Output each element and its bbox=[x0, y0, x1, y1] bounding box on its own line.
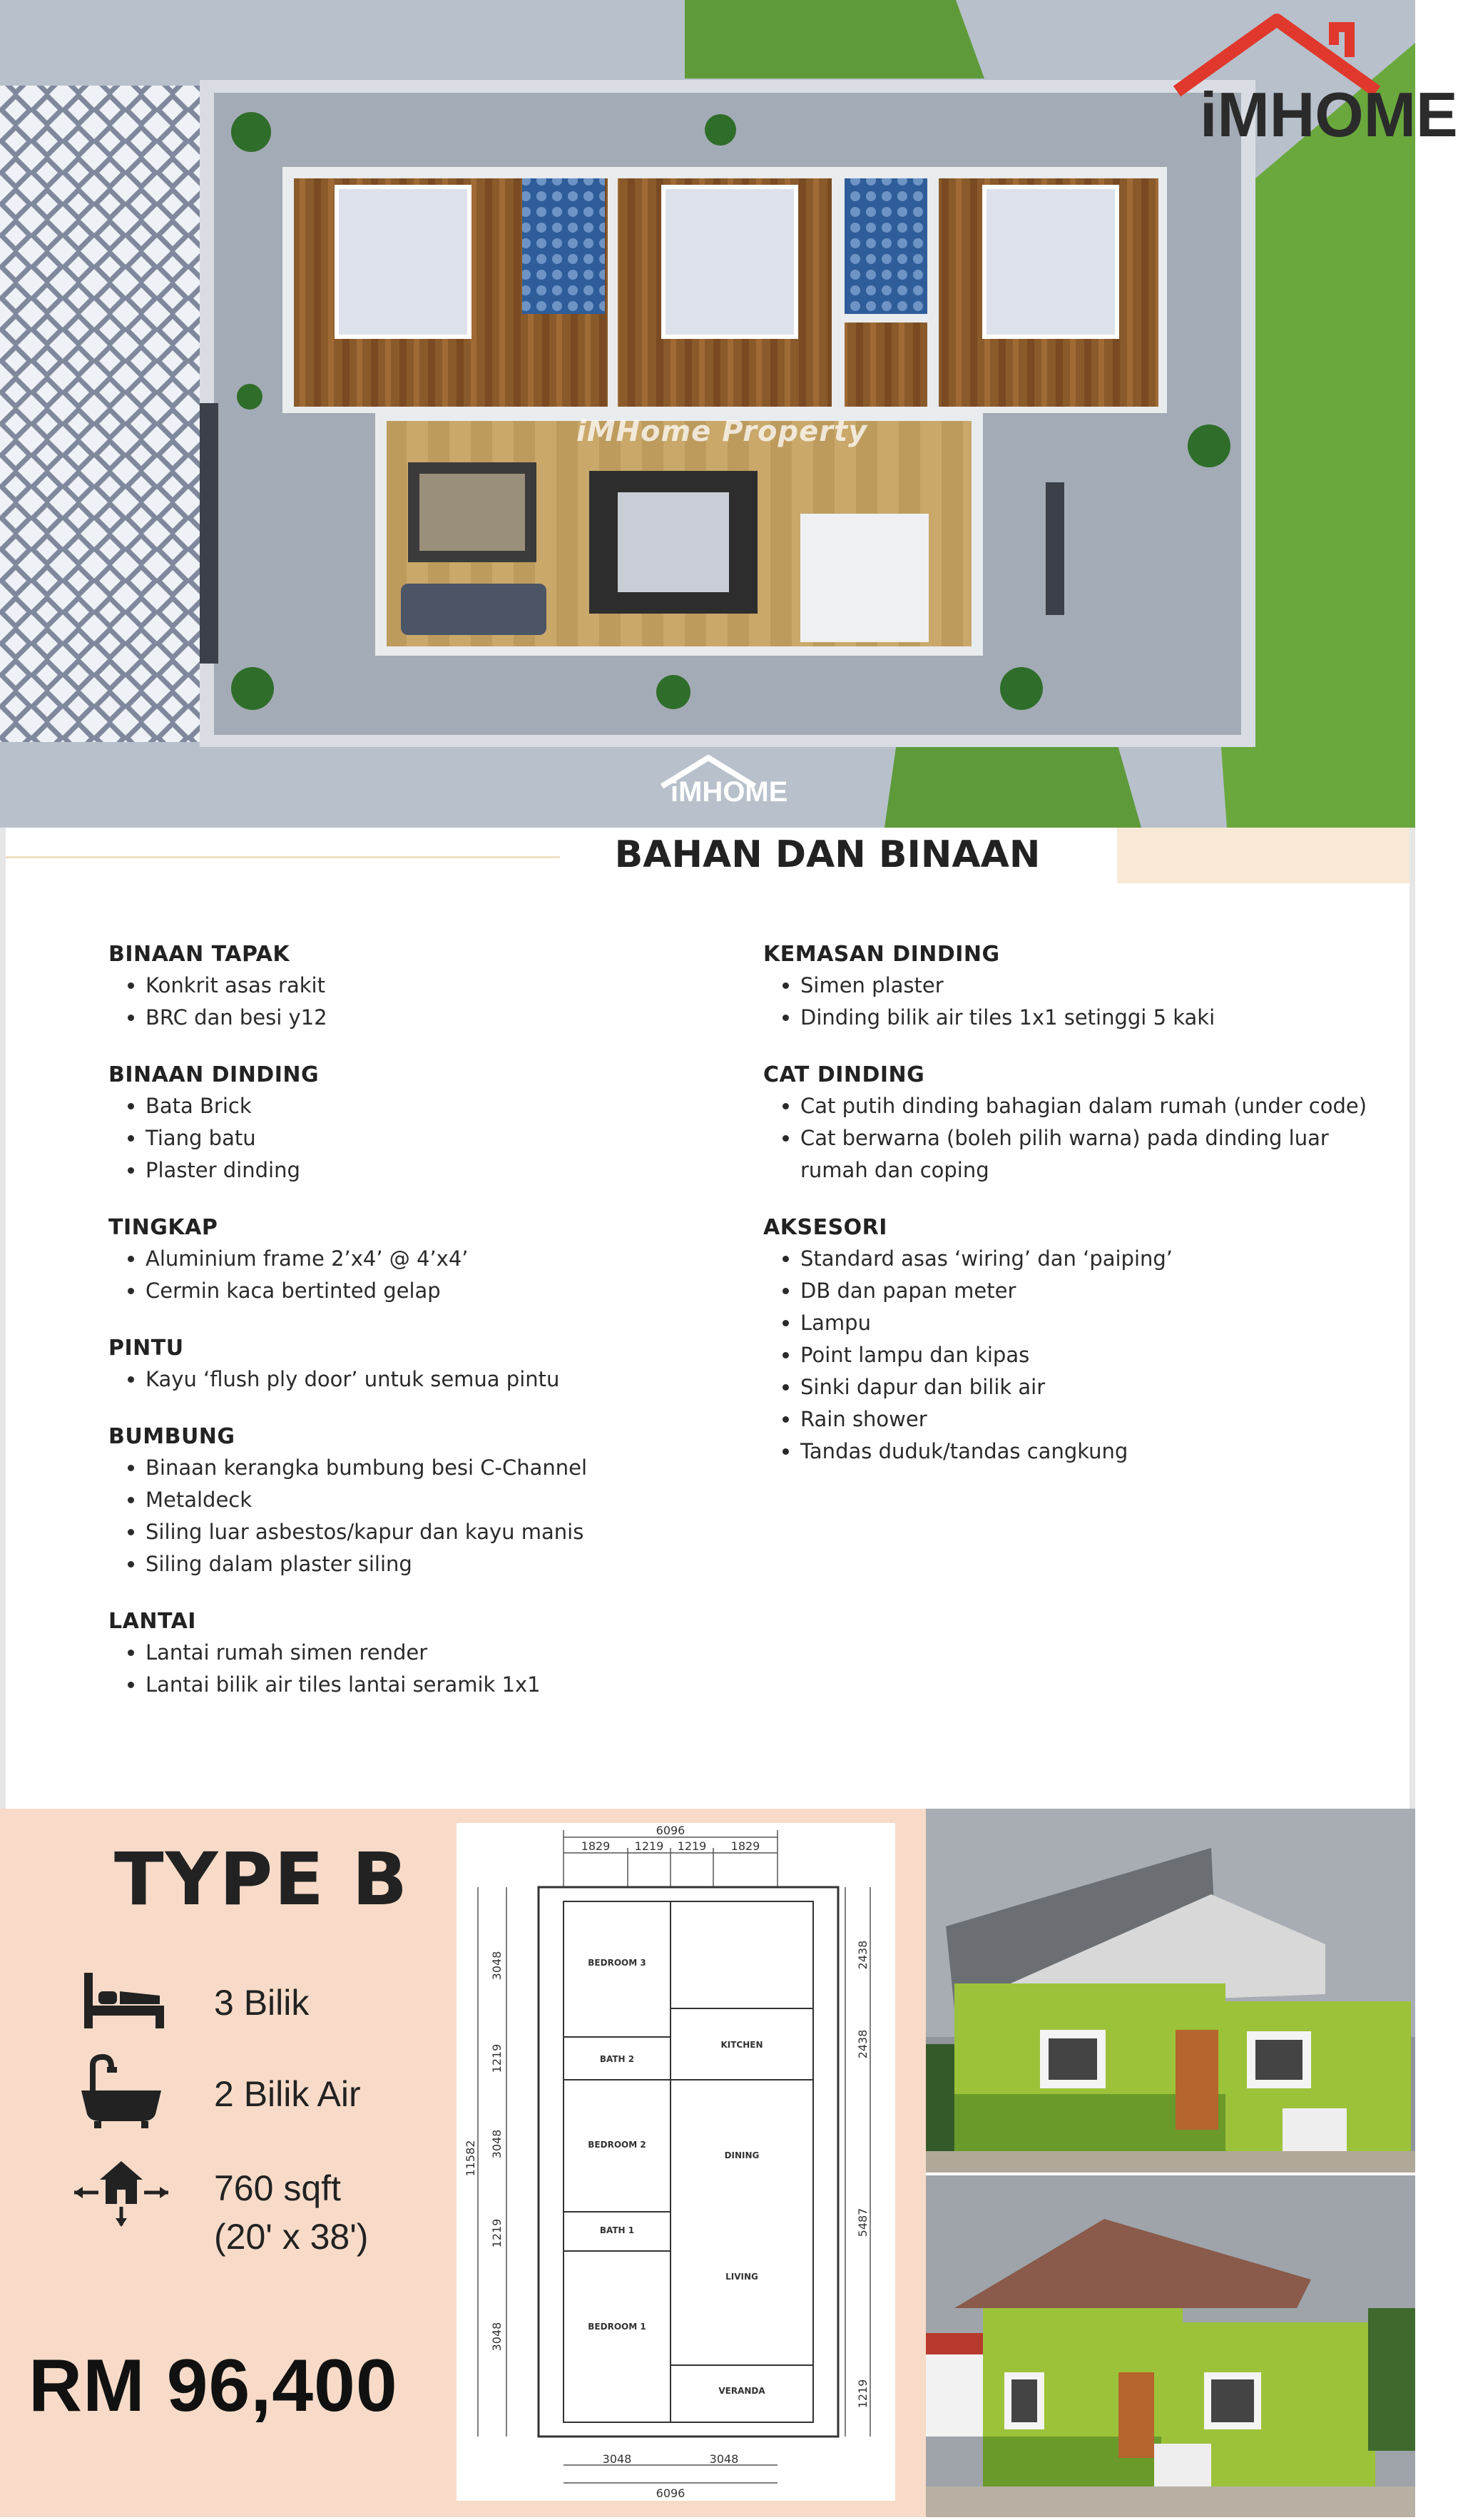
plan-left-dim: 3048 bbox=[490, 1951, 504, 1981]
floor-plan-drawing bbox=[457, 1823, 895, 2501]
spec-item: • Cat putih dinding bahagian dalam rumah (under code) bbox=[800, 1090, 1377, 1122]
plan-right-dim: 2438 bbox=[856, 2029, 870, 2059]
category-title: BINAAN DINDING bbox=[108, 1062, 320, 1087]
area-sqft: 760 sqft bbox=[214, 2168, 341, 2208]
room-label: KITCHEN bbox=[720, 2040, 763, 2050]
section-title: BAHAN DAN BINAAN bbox=[614, 833, 1041, 876]
spec-item: • Standard asas ‘wiring’ dan ‘paiping’ bbox=[800, 1243, 1377, 1275]
spec-item: • Lantai rumah simen render bbox=[146, 1637, 722, 1669]
room-label: BATH 2 bbox=[599, 2054, 635, 2064]
room-label: BEDROOM 3 bbox=[588, 1958, 646, 1968]
bathrooms-count: 2 Bilik Air bbox=[214, 2074, 361, 2114]
plan-left-dim: 1219 bbox=[490, 2218, 504, 2248]
spec-item: • Sinki dapur dan bilik air bbox=[800, 1371, 1377, 1403]
category-title: CAT DINDING bbox=[763, 1062, 925, 1087]
plan-bottom-dim: 3048 bbox=[602, 2452, 632, 2466]
floor-area bbox=[214, 2164, 368, 2261]
room-label: LIVING bbox=[725, 2272, 758, 2282]
spec-item: • Siling dalam plaster siling bbox=[146, 1548, 722, 1580]
category-title: BUMBUNG bbox=[108, 1424, 235, 1449]
house-photos bbox=[926, 1809, 1415, 2517]
title-accent-box bbox=[1117, 828, 1409, 883]
room-label: BEDROOM 2 bbox=[588, 2140, 646, 2150]
plan-right-dim: 1219 bbox=[856, 2379, 870, 2409]
small-brand-logo-text: iMHOME bbox=[671, 776, 788, 808]
spec-category bbox=[763, 1215, 1377, 1468]
plan-right-dim: 5487 bbox=[856, 2207, 870, 2237]
spec-item: • Lantai bilik air tiles lantai seramik 1x1 bbox=[146, 1669, 722, 1701]
spec-item: • Lampu bbox=[800, 1307, 1377, 1339]
materials-section bbox=[0, 828, 1415, 1809]
spec-category bbox=[108, 1609, 722, 1701]
category-title: KEMASAN DINDING bbox=[763, 942, 1000, 967]
watermark: iMHome Property bbox=[576, 415, 868, 448]
spec-item: • Plaster dinding bbox=[146, 1154, 722, 1187]
plan-bottom-dim: 3048 bbox=[709, 2452, 739, 2466]
spec-column-left bbox=[108, 942, 722, 1729]
plan-left-dim: 3048 bbox=[490, 2129, 504, 2159]
house-type: TYPE B bbox=[114, 1837, 409, 1922]
left-border bbox=[0, 828, 6, 1809]
plan-left-dim: 1219 bbox=[490, 2043, 504, 2073]
title-rule-left bbox=[0, 856, 560, 858]
spec-item: • Konkrit asas rakit bbox=[146, 970, 722, 1002]
plan-overall-length: 11582 bbox=[464, 2140, 477, 2177]
spec-category bbox=[763, 942, 1377, 1034]
spec-item: • Kayu ‘flush ply door’ untuk semua pintu bbox=[146, 1363, 722, 1396]
price: RM 96,400 bbox=[29, 2344, 398, 2427]
spec-category bbox=[108, 942, 722, 1034]
spec-category bbox=[108, 1336, 722, 1396]
spec-item: • Dinding bilik air tiles 1x1 setinggi 5 kaki bbox=[800, 1002, 1377, 1034]
room-label: DINING bbox=[724, 2150, 760, 2160]
spec-item: • Tandas duduk/tandas cangkung bbox=[800, 1436, 1377, 1468]
spec-item: • Rain shower bbox=[800, 1403, 1377, 1436]
room-label: BATH 1 bbox=[599, 2225, 635, 2235]
spec-item: • Simen plaster bbox=[800, 970, 1377, 1002]
spec-item: • Cat berwarna (boleh pilih warna) pada dinding luar rumah dan coping bbox=[800, 1122, 1377, 1187]
spec-item: • Aluminium frame 2’x4’ @ 4’x4’ bbox=[146, 1243, 722, 1275]
spec-category bbox=[108, 1424, 722, 1580]
category-title: PINTU bbox=[108, 1336, 184, 1361]
category-title: AKSESORI bbox=[763, 1215, 887, 1240]
brand-logo-text: iMHOME bbox=[1200, 79, 1458, 150]
plan-left-dim: 3048 bbox=[490, 2322, 504, 2352]
plan-top-dim: 1219 bbox=[634, 1839, 664, 1853]
spec-category bbox=[108, 1215, 722, 1307]
spec-item: • Bata Brick bbox=[146, 1090, 722, 1122]
house-area-icon bbox=[71, 2151, 171, 2230]
top-view-render bbox=[0, 0, 1458, 828]
plan-top-dim: 1219 bbox=[677, 1839, 707, 1853]
category-title: LANTAI bbox=[108, 1609, 196, 1634]
spec-item: • Cermin kaca bertinted gelap bbox=[146, 1275, 722, 1307]
bed-icon bbox=[71, 1958, 171, 2037]
right-border bbox=[1409, 828, 1415, 1809]
listing-section bbox=[0, 1809, 1415, 2517]
bedrooms-count: 3 Bilik bbox=[214, 1983, 310, 2023]
plan-top-dim: 1829 bbox=[730, 1839, 760, 1853]
category-title: BINAAN TAPAK bbox=[108, 942, 290, 967]
category-title: TINGKAP bbox=[108, 1215, 218, 1240]
bathtub-icon bbox=[71, 2051, 171, 2130]
room-label: BEDROOM 1 bbox=[588, 2322, 646, 2332]
spec-category bbox=[108, 1062, 722, 1187]
area-dimensions: (20' x 38') bbox=[214, 2217, 369, 2257]
spec-item: • Point lampu dan kipas bbox=[800, 1339, 1377, 1371]
spec-item: • Metaldeck bbox=[146, 1484, 722, 1516]
spec-column-right bbox=[763, 942, 1377, 1496]
spec-category bbox=[763, 1062, 1377, 1187]
spec-item: • Binaan kerangka bumbung besi C-Channel bbox=[146, 1452, 722, 1484]
spec-item: • Tiang batu bbox=[146, 1122, 722, 1154]
house-photo-images bbox=[926, 1809, 1415, 2517]
floor-plan bbox=[457, 1823, 895, 2501]
spec-item: • DB dan papan meter bbox=[800, 1275, 1377, 1307]
plan-right-dim: 2438 bbox=[856, 1940, 870, 1970]
spec-item: • BRC dan besi y12 bbox=[146, 1002, 722, 1034]
spec-item: • Siling luar asbestos/kapur dan kayu manis bbox=[146, 1516, 722, 1548]
room-label: VERANDA bbox=[718, 2386, 765, 2396]
plan-overall-width-bottom: 6096 bbox=[656, 2486, 685, 2500]
plan-top-dim: 1829 bbox=[581, 1839, 611, 1853]
plan-overall-width: 6096 bbox=[656, 1824, 685, 1837]
